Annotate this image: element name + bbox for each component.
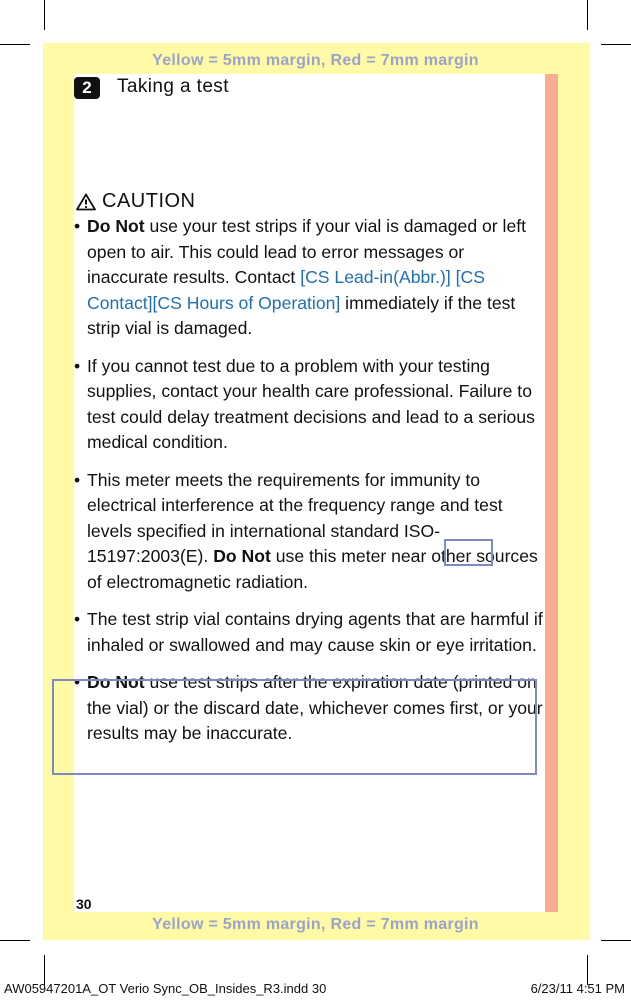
- crop-mark: [587, 0, 588, 30]
- crop-mark: [0, 940, 30, 941]
- warning-triangle-icon: [76, 193, 96, 211]
- annotation-highlight-word: [444, 539, 493, 566]
- list-item-text: This meter meets the requirements for immunity to electrical interference at the frequency range and test levels specified in international standard ISO-15197:2003(E).: [87, 469, 503, 566]
- list-item-text: use test strips after the expiration date (printed on the vial) or the discard date, whichever comes first, or your results may be inaccurate.: [87, 672, 543, 743]
- red-margin-strip: [545, 74, 558, 912]
- list-item: [74, 468, 544, 596]
- caution-list: [74, 214, 544, 759]
- page-number: 30: [76, 896, 92, 912]
- footer-file-info: AW05947201A_OT Verio Sync_OB_Insides_R3.indd 30: [4, 981, 327, 996]
- list-item: [74, 607, 544, 658]
- crop-mark: [0, 44, 30, 45]
- crop-mark: [44, 0, 45, 30]
- margin-label-top: Yellow = 5mm margin, Red = 7mm margin: [152, 52, 479, 69]
- list-item-text: immediately if the test strip vial is damaged.: [87, 292, 516, 338]
- do-not-label: Do Not: [87, 216, 145, 236]
- do-not-label: Do Not: [213, 546, 271, 566]
- bullet-dot: •: [74, 355, 81, 376]
- bullet-dot: •: [74, 216, 81, 236]
- caution-heading-text: CAUTION: [102, 190, 196, 212]
- do-not-label: Do Not: [87, 672, 145, 692]
- customer-service-link[interactable]: [CS Lead-in(Abbr.)] [CS Contact][CS Hours of Operation]: [87, 267, 485, 313]
- footer-timestamp: 6/23/11 4:51 PM: [530, 981, 625, 996]
- list-item-text: If you cannot test due to a problem with your testing supplies, contact your health care professional. Failure to test could delay treatment decisions and lead to a serious medical condition.: [87, 355, 535, 452]
- chapter-title: Taking a test: [117, 76, 229, 97]
- list-item: [74, 214, 544, 342]
- margin-label-bottom: Yellow = 5mm margin, Red = 7mm margin: [152, 916, 479, 933]
- list-item: [74, 354, 544, 456]
- list-item-text: use your test strips if your vial is damaged or left open to air. This could lead to error messages or inaccurate results. Contact: [87, 216, 527, 287]
- list-item-text: The test strip vial contains drying agents that are harmful if inhaled or swallowed and may cause skin or eye irritation.: [87, 609, 543, 655]
- list-item-text: use this meter near other sources of electromagnetic radiation.: [87, 546, 538, 592]
- bullet-dot: •: [74, 469, 81, 490]
- bullet-dot: •: [74, 672, 81, 692]
- caution-heading: [76, 190, 196, 213]
- annotation-highlight-box: [52, 679, 537, 775]
- crop-mark: [601, 940, 631, 941]
- bullet-dot: •: [74, 609, 81, 629]
- chapter-number-badge: 2: [74, 77, 100, 99]
- crop-mark: [601, 44, 631, 45]
